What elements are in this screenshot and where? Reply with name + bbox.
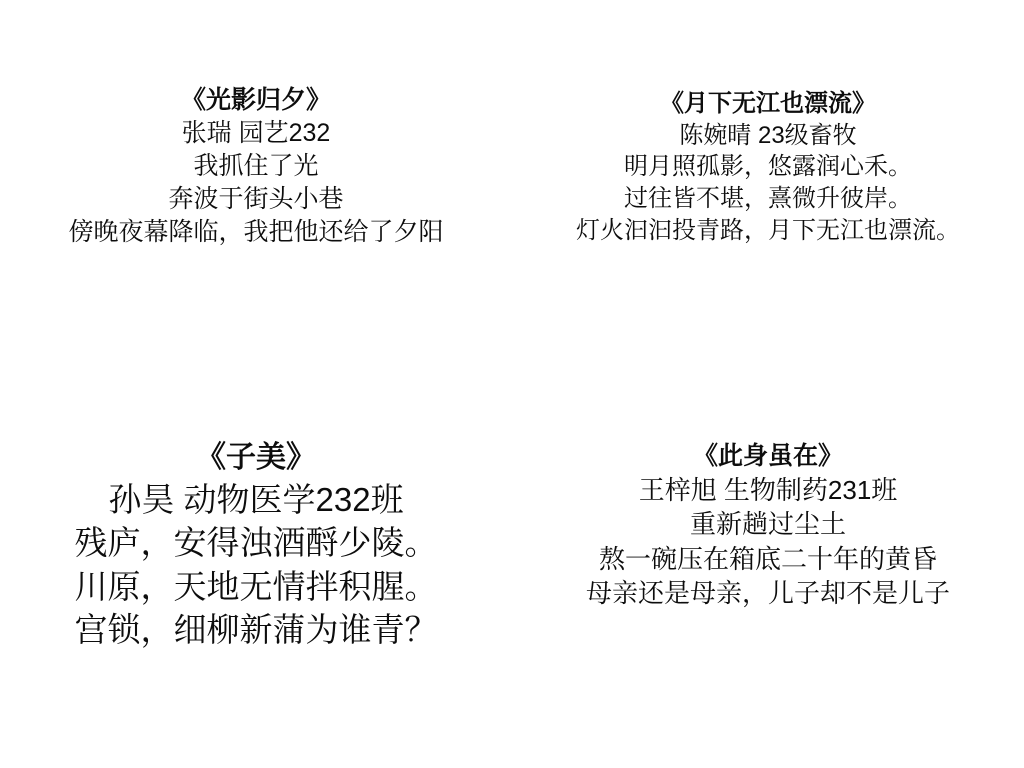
poem-author: 陈婉晴 23级畜牧 [679,121,857,149]
poem-author: 孙昊 动物医学232班 [108,480,404,518]
poem-block-bottom-left [0,438,512,652]
poem-title: 《月下无江也漂流》 [660,90,876,117]
poem-line: 母亲还是母亲，儿子却不是儿子 [585,577,950,608]
poem-title: 《光影归夕》 [180,86,331,114]
poem-line: 我抓住了光 [193,152,319,180]
poem-block-bottom-right [512,440,1024,610]
poem-line: 明月照孤影，悠露润心禾。 [624,153,912,181]
poem-line: 重新趟过尘土 [689,509,846,540]
poem-line: 熬一碗压在箱底二十年的黄昏 [598,543,937,574]
poem-block-top-right [512,88,1024,246]
poem-line: 过往皆不堪，熹微升彼岸。 [624,185,912,213]
poem-title: 《子美》 [196,441,316,474]
poem-block-top-left [0,84,512,249]
poem-author: 王梓旭 生物制药231班 [638,475,898,505]
poem-line: 奔波于街头小巷 [168,185,344,213]
poem-line: 宫锁，细柳新蒲为谁青？ [74,611,438,649]
poem-title: 《此身虽在》 [692,442,843,470]
poem-author: 张瑞 园艺232 [181,119,331,147]
poem-line: 川原，天地无情拌积腥。 [74,567,438,605]
poem-line: 灯火汩汩投青路，月下无江也漂流。 [576,216,960,244]
poem-line: 傍晚夜幕降临，我把他还给了夕阳 [68,218,444,246]
poem-line: 残庐，安得浊酒酹少陵。 [74,524,438,562]
